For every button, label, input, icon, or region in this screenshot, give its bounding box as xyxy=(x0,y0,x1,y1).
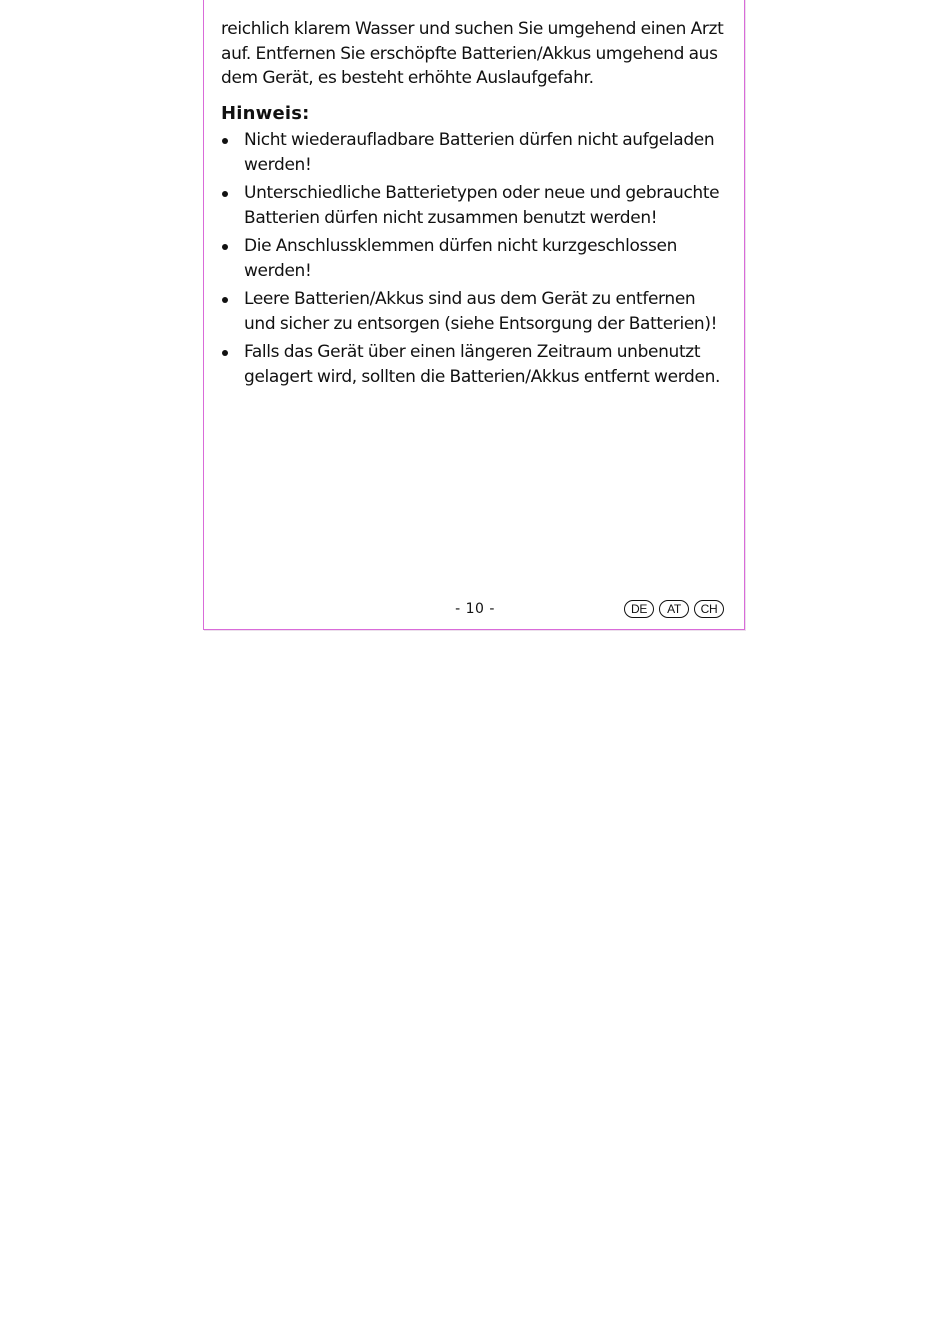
country-badge-ch: CH xyxy=(694,600,724,618)
bullet-icon xyxy=(222,350,228,356)
list-item-text: Nicht wiederaufladbare Batterien dürfen nicht aufgeladen werden! xyxy=(244,129,715,175)
bullet-icon xyxy=(222,191,228,197)
page-number: - 10 - xyxy=(455,601,495,617)
bullet-icon xyxy=(222,244,228,250)
country-badge-de: DE xyxy=(624,600,654,618)
list-item-text: Falls das Gerät über einen längeren Zeitraum unbenutzt gelagert wird, sollten die Batterien/Akkus entfernt werden. xyxy=(244,341,721,387)
bullet-icon xyxy=(222,138,228,144)
list-item xyxy=(221,181,729,232)
country-badges xyxy=(624,600,724,618)
list-item-text: Leere Batterien/Akkus sind aus dem Gerät zu entfernen und sicher zu entsorgen (siehe Entsorgung der Batterien)! xyxy=(244,288,718,334)
list-item xyxy=(221,234,729,285)
list-item xyxy=(221,287,729,338)
note-heading: Hinweis: xyxy=(221,102,310,124)
intro-paragraph: reichlich klarem Wasser und suchen Sie umgehend einen Arzt auf. Entfernen Sie erschöpfte Batterien/Akkus umgehend aus dem Gerät, es besteht erhöhte Auslaufgefahr. xyxy=(221,19,724,88)
list-item xyxy=(221,128,729,179)
note-list xyxy=(221,128,729,391)
page-content xyxy=(221,17,729,393)
country-badge-at: AT xyxy=(659,600,689,618)
list-item-text: Unterschiedliche Batterietypen oder neue und gebrauchte Batterien dürfen nicht zusammen benutzt werden! xyxy=(244,182,720,228)
list-item-text: Die Anschlussklemmen dürfen nicht kurzgeschlossen werden! xyxy=(244,235,678,281)
list-item xyxy=(221,340,729,391)
bullet-icon xyxy=(222,297,228,303)
